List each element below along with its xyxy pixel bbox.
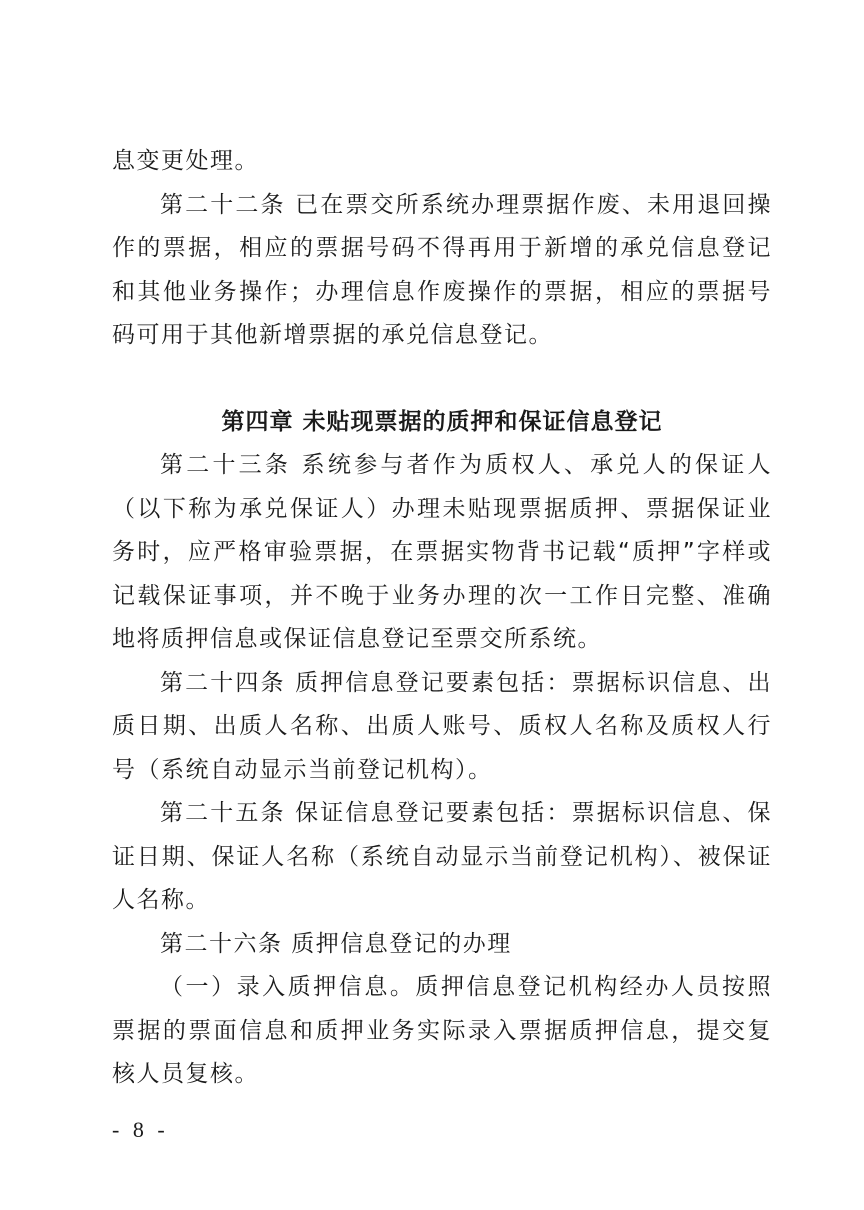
paragraph-article-25: 第二十五条 保证信息登记要素包括：票据标识信息、保证日期、保证人名称（系统自动显示当前登记机构）、被保证人名称。 (112, 800, 772, 913)
paragraph-article-26: 第二十六条 质押信息登记的办理 (160, 930, 512, 957)
page-content (112, 140, 772, 1097)
paragraph-article-26-item-1: （一）录入质押信息。质押信息登记机构经办人员按照票据的票面信息和质押业务实际录入票据质押信息，提交复核人员复核。 (112, 974, 772, 1087)
page-number: - 8 - (112, 1117, 169, 1142)
chapter-title: 第四章 未贴现票据的质押和保证信息登记 (221, 408, 663, 435)
paragraph-continuation: 息变更处理。 (112, 148, 259, 174)
paragraph-article-22: 第二十二条 已在票交所系统办理票据作废、未用退回操作的票据，相应的票据号码不得再用于新增的承兑信息登记和其他业务操作；办理信息作废操作的票据，相应的票据号码可用于其他新增票据的承兑信息登记。 (112, 191, 772, 348)
paragraph-article-24: 第二十四条 质押信息登记要素包括：票据标识信息、出质日期、出质人名称、出质人账号、质权人名称及质权人行号（系统自动显示当前登记机构）。 (112, 669, 772, 783)
paragraph-article-23: 第二十三条 系统参与者作为质权人、承兑人的保证人（以下称为承兑保证人）办理未贴现票据质押、票据保证业务时，应严格审验票据，在票据实物背书记载“质押”字样或记载保证事项，并不晚于业务办理的次一工作日完整、准确地将质押信息或保证信息登记至票交所系统。 (112, 452, 772, 652)
